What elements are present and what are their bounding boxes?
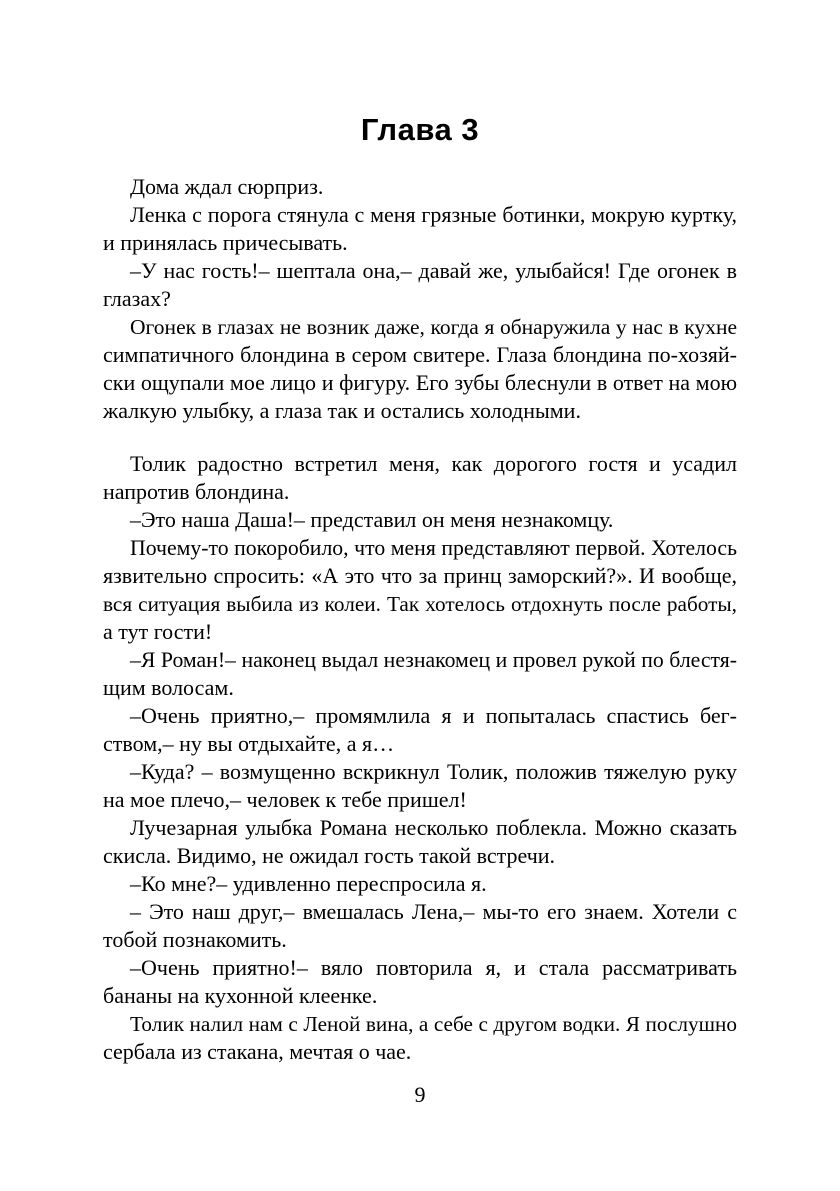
paragraph [103, 898, 737, 954]
text-block [103, 173, 737, 1066]
text-line: глазах? [103, 286, 171, 311]
text-line: Огонек в глазах не возник даже, когда я обнаружила у нас в кухне [130, 315, 737, 339]
text-line: Дома ждал сюрприз. [130, 174, 324, 199]
text-line: бананы на кухонной клеенке. [103, 983, 378, 1008]
text-line: симпатичного блондина в сером свитере. Глаза блондина по-хозяй- [103, 342, 737, 367]
text-line: сербала из стакана, мечтая о чае. [103, 1039, 412, 1064]
page-number: 9 [414, 1082, 426, 1107]
text-line: а тут гости! [103, 619, 213, 644]
paragraph [103, 313, 737, 425]
text-line: –У нас гость!– шептала она,– давай же, улыбайся! Где огонек в [130, 258, 737, 283]
text-line: и принялась причесывать. [103, 230, 348, 255]
text-line: тобой познакомить. [103, 927, 287, 952]
text-line: –Ко мне?– удивленно переспросила я. [130, 871, 487, 896]
text-line: – Это наш друг,– вмешалась Лена,– мы-то его знаем. Хотели с [130, 899, 737, 924]
paragraph [103, 954, 737, 1010]
paragraph [103, 646, 737, 702]
text-line: щим волосам. [103, 675, 234, 700]
text-line: –Я Роман!– наконец выдал незнакомец и провел рукой по блестя- [130, 648, 737, 672]
text-line: Толик радостно встретил меня, как дорогого гостя и усадил [130, 451, 737, 476]
paragraph [103, 173, 737, 201]
text-line: –Куда? – возмущенно вскрикнул Толик, положив тяжелую руку [130, 759, 737, 784]
text-line: Лучезарная улыбка Романа несколько поблекла. Можно сказать [130, 815, 737, 840]
paragraph-gap [103, 425, 737, 450]
text-line: ством,– ну вы отдыхайте, а я… [103, 731, 395, 756]
paragraph [103, 257, 737, 313]
chapter-title: Глава 3 [360, 112, 480, 147]
text-line: –Очень приятно,– промямлила я и попыталась спастись бег- [130, 703, 737, 728]
paragraph [103, 450, 737, 506]
text-line: язвительно спросить: «А это что за принц заморский?». И вообще, [103, 563, 737, 588]
paragraph [103, 534, 737, 646]
text-line: –Очень приятно!– вяло повторила я, и стала рассматривать [130, 955, 737, 980]
text-line: скисла. Видимо, не ожидал гость такой встречи. [103, 843, 556, 868]
text-line: жалкую улыбку, а глаза так и остались холодными. [103, 398, 581, 423]
text-line: –Это наша Даша!– представил он меня незнакомцу. [130, 507, 614, 532]
paragraph [103, 506, 737, 534]
text-line: напротив блондина. [103, 479, 290, 504]
text-line: Ленка с порога стянула с меня грязные ботинки, мокрую куртку, [130, 202, 737, 227]
paragraph [103, 702, 737, 758]
text-line: ски ощупали мое лицо и фигуру. Его зубы блеснули в ответ на мою [103, 370, 737, 395]
paragraph [103, 758, 737, 814]
text-line: на мое плечо,– человек к тебе пришел! [103, 787, 467, 812]
paragraph [103, 1010, 737, 1066]
text-line: Толик налил нам с Леной вина, а себе с другом водки. Я послушно [130, 1012, 737, 1036]
text-line: вся ситуация выбила из колеи. Так хотелось отдохнуть после работы, [103, 592, 737, 616]
text-line: Почему-то покоробило, что меня представляют первой. Хотелось [130, 536, 737, 560]
paragraph [103, 201, 737, 257]
paragraph [103, 814, 737, 870]
paragraph [103, 870, 737, 898]
